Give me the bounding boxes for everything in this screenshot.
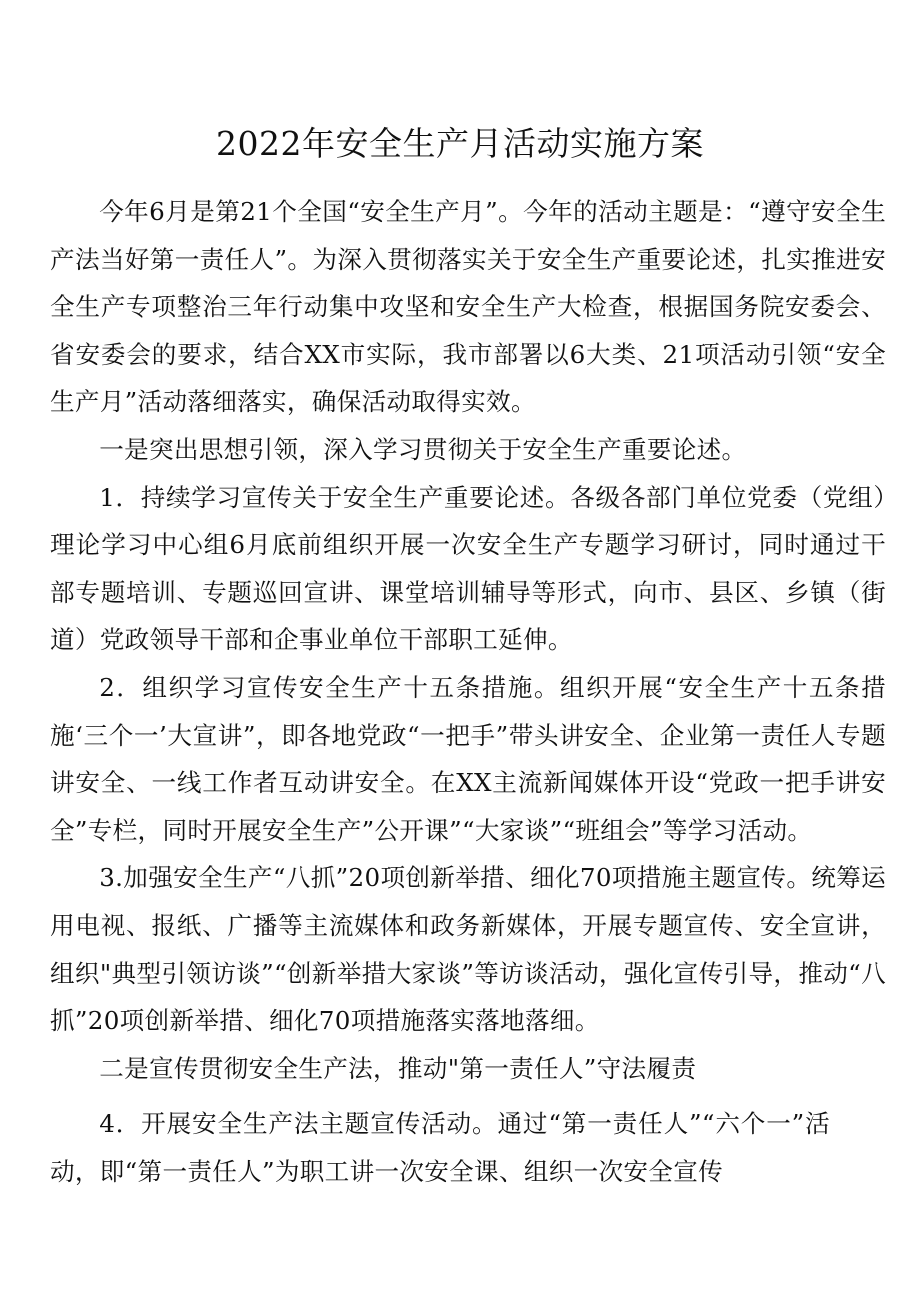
- item-paragraph-4: 4．开展安全生产法主题宣传活动。通过“第一责任人”“六个一”活动，即“第一责任人”为职工讲一次安全课、组织一次安全宣传: [50, 1109, 830, 1186]
- item-paragraph-2: 2．组织学习宣传安全生产十五条措施。组织开展“安全生产十五条措施‘三个一’大宣讲”，即各地党政“一把手”带头讲安全、企业第一责任人专题讲安全、一线工作者互动讲安全。在XX主流新闻媒体开设“党政一把手讲安全”专栏，同时开展安全生产”公开课”“大家谈”“班组会”等学习活动。: [50, 672, 886, 845]
- intro-paragraph: 今年6月是第21个全国“安全生产月”。今年的活动主题是：“遵守安全生产法当好第一责任人”。为深入贯彻落实关于安全生产重要论述，扎实推进安全生产专项整治三年行动集中攻坚和安全生产大检查，根据国务院安委会、省安委会的要求，结合XX市实际，我市部署以6大类、21项活动引领“安全生产月”活动落细落实，确保活动取得实效。: [50, 197, 886, 417]
- item-paragraph-1: 1．持续学习宣传关于安全生产重要论述。各级各部门单位党委（党组）理论学习中心组6月底前组织开展一次安全生产专题学习研讨，同时通过干部专题培训、专题巡回宣讲、课堂培训辅导等形式，向市、县区、乡镇（街道）党政领导干部和企事业单位干部职工延伸。: [50, 482, 886, 655]
- document-body: [50, 188, 886, 1195]
- section-heading-1: 一是突出思想引领，深入学习贯彻关于安全生产重要论述。: [99, 434, 747, 464]
- section-heading-2: 二是宣传贯彻安全生产法，推动"第一责任人”守法履责: [99, 1053, 697, 1083]
- item-paragraph-3: 3.加强安全生产“八抓”20项创新举措、细化70项措施主题宣传。统筹运用电视、报纸、广播等主流媒体和政务新媒体，开展专题宣传、安全宣讲，组织"典型引领访谈”“创新举措大家谈”等访谈活动，强化宣传引导，推动“八抓”20项创新举措、细化70项措施落实落地落细。: [50, 863, 886, 1036]
- document-title: 2022年安全生产月活动实施方案: [216, 124, 704, 163]
